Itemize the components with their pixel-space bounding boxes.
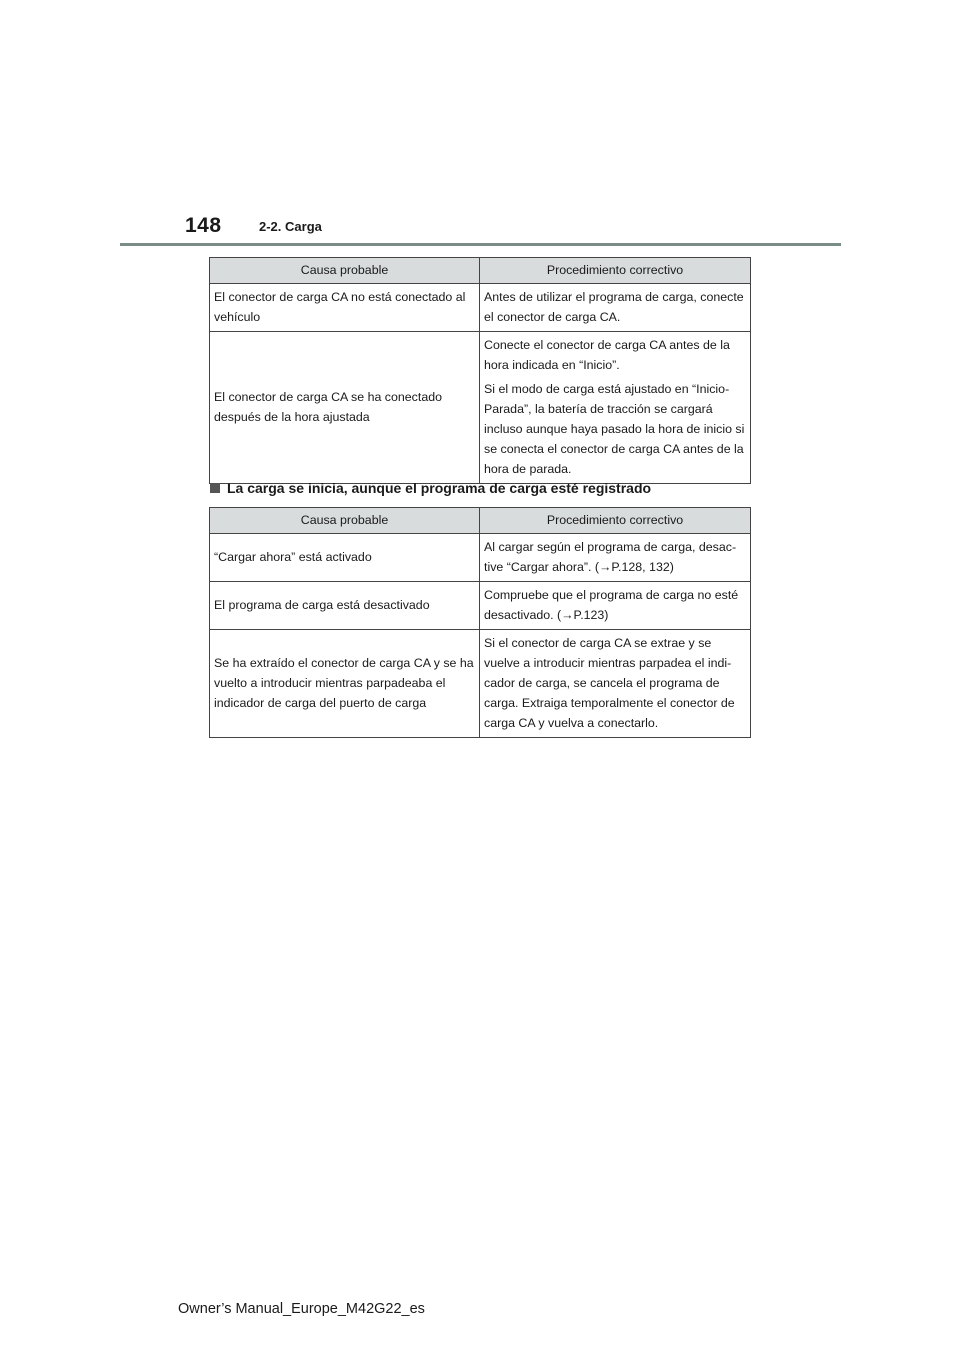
cause-cell: Se ha extraído el conector de carga CA y se ha vuelto a introducir mientras parpadeaba el indicador de carga del puerto de carga — [210, 630, 480, 738]
table-header-row — [210, 508, 751, 534]
table-row — [210, 534, 751, 582]
section-title: 2-2. Carga — [259, 219, 322, 234]
subheading — [210, 480, 651, 496]
column-header-cause: Causa probable — [210, 258, 480, 284]
procedure-paragraph: Si el modo de carga está ajustado en “Inicio-Parada”, la batería de tracción se cargará incluso aunque haya pasado la hora de inicio si se conecta el conector de carga CA antes de la hora de parada. — [484, 382, 745, 476]
troubleshooting-table-1 — [209, 257, 751, 484]
procedure-cell: Antes de utilizar el programa de carga, conecte el conector de carga CA. — [480, 284, 751, 332]
table-row — [210, 284, 751, 332]
table-row — [210, 582, 751, 630]
procedure-cell — [480, 332, 751, 484]
column-header-cause: Causa probable — [210, 508, 480, 534]
column-header-procedure: Procedimiento correctivo — [480, 258, 751, 284]
subheading-text: La carga se inicia, aunque el programa de carga esté registrado — [227, 480, 652, 496]
column-header-procedure: Procedimiento correctivo — [480, 508, 751, 534]
procedure-cell: Si el conector de carga CA se extrae y se vuelve a introducir mientras parpadea el indi-cador de carga, se cancela el programa de carga. Extraiga temporalmente el conector de carga CA y vuelva a conectarlo. — [480, 630, 751, 738]
table-header-row — [210, 258, 751, 284]
table-row — [210, 630, 751, 738]
square-bullet-icon — [210, 483, 220, 493]
cause-cell: “Cargar ahora” está activado — [210, 534, 480, 582]
procedure-paragraph: Conecte el conector de carga CA antes de la hora indicada en “Inicio”. — [484, 338, 730, 372]
page-number: 148 — [185, 214, 222, 237]
troubleshooting-table-2 — [209, 507, 751, 738]
cause-cell: El programa de carga está desactivado — [210, 582, 480, 630]
table-row — [210, 332, 751, 484]
header-rule — [120, 243, 841, 246]
procedure-cell: Al cargar según el programa de carga, desac-tive “Cargar ahora”. (→P.128, 132) — [480, 534, 751, 582]
procedure-cell: Compruebe que el programa de carga no esté desactivado. (→P.123) — [480, 582, 751, 630]
cause-cell: El conector de carga CA se ha conectado después de la hora ajustada — [210, 332, 480, 484]
cause-cell: El conector de carga CA no está conectado al vehículo — [210, 284, 480, 332]
footer-manual-id: Owner’s Manual_Europe_M42G22_es — [178, 1301, 425, 1317]
